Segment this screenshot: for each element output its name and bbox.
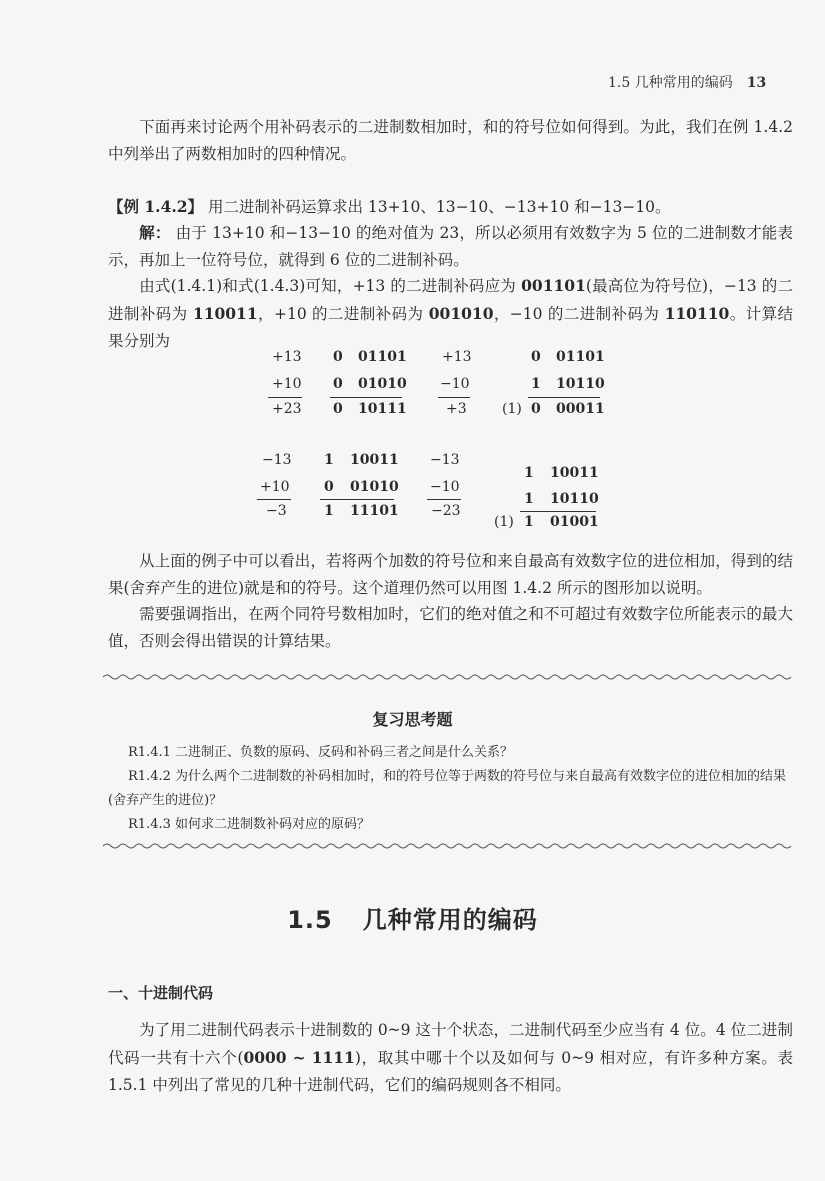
code-m13: 110011 [192,304,258,323]
section-title: 几种常用的编码 [362,906,538,934]
g2-binary-2: 10110 [556,376,605,392]
g3-sign-1: 1 [324,452,334,468]
q3-text: R1.4.3 如何求二进制数补码对应的原码？ [128,817,370,832]
g4-binary-2: 10110 [550,491,599,507]
g2-decimal-line [438,397,470,398]
g2-binary-1: 01101 [556,349,605,365]
conclusion-1-text: 从上面的例子中可以看出，若将两个加数的符号位和来自最高有效数字位的进位相加，得到的结果(舍弃产生的进位)就是和的符号。这个道理仍然可以用图 1.4.2 所示的图形加以说明。 [108,552,793,597]
dc-range: 0000 ~ 1111 [243,1048,355,1067]
review-question-3 [108,813,793,837]
g3-sign-2: 0 [324,479,334,495]
g1-binary-line [330,397,402,398]
wavy-divider-top [103,673,793,681]
g4-sign-2: 1 [524,491,534,507]
p2-e: 。计算结果分别为 [108,305,793,350]
g3-binary-1: 10011 [350,452,399,468]
g2-binary-result: 00011 [556,401,605,417]
p2-b: (最高位为符号位)，−13 的二进制补码为 [108,277,793,323]
conclusion-2-text: 需要强调指出，在两个同符号数相加时，它们的绝对值之和不可超过有效数字位所能表示的最大值，否则会得出错误的计算结果。 [108,605,793,650]
g2-carry: (1) [502,401,522,417]
g1-decimal-result: +23 [272,401,302,417]
g1-decimal-1: +13 [272,349,302,365]
g4-sign-result: 1 [524,514,534,530]
review-question-2 [108,765,793,813]
p2-d: ，−10 的二进制补码为 [493,305,665,323]
g4-decimal-2: −10 [430,479,460,495]
dc-text-a: 为了用二进制代码表示十进制数的 0~9 这十个状态，二进制代码至少应当有 4 位。4 位二进制代码一共有十六个( [108,1021,793,1067]
g1-decimal-line [268,397,302,398]
g3-binary-result: 11101 [350,503,399,519]
g4-decimal-line [427,499,461,500]
solution-label: 解： [139,223,171,242]
decimal-code-paragraph [108,1017,793,1099]
g1-sign-2: 0 [333,376,343,392]
g3-decimal-2: +10 [260,479,290,495]
g4-sign-1: 1 [524,465,534,481]
code-p10: 001010 [428,304,494,323]
q2-text: R1.4.2 为什么两个二进制数的补码相加时，和的符号位等于两数的符号位与来自最高有效数字位的进位相加的结果(舍弃产生的进位)？ [108,769,786,808]
p2-c: ，+10 的二进制补码为 [257,305,429,323]
dc-text-b: )，取其中哪十个以及如何与 0~9 相对应，有许多种方案。表 1.5.1 中列出了常见的几种十进制代码，它们的编码规则各不相同。 [108,1049,793,1094]
solution-text: 由于 13+10 和−13−10 的绝对值为 23，所以必须用有效数字为 5 位的二进制数才能表示，再加上一位符号位，就得到 6 位的二进制补码。 [108,224,793,269]
g3-decimal-line [257,499,291,500]
section-heading [0,900,825,935]
g1-sign-1: 0 [333,349,343,365]
g4-carry: (1) [494,514,514,530]
g3-sign-result: 1 [324,503,334,519]
conclusion-paragraph-2 [108,601,793,655]
g2-decimal-result: +3 [446,401,467,417]
g3-decimal-result: −3 [266,503,287,519]
g4-binary-result: 01001 [550,514,599,530]
conclusion-paragraph-1 [108,548,793,602]
g3-binary-2: 01010 [350,479,399,495]
g1-binary-2: 01010 [358,376,407,392]
review-title: 复习思考题 [372,710,453,729]
g4-binary-line [520,511,596,512]
g4-decimal-1: −13 [430,452,460,468]
subsection-heading: 一、十进制代码 [108,984,214,1002]
g3-binary-line [320,499,394,500]
example-text: 用二进制补码运算求出 13+10、13−10、−13+10 和−13−10。 [207,198,671,216]
g4-binary-1: 10011 [550,465,599,481]
g1-binary-result: 10111 [358,401,407,417]
wavy-divider-bottom [103,842,793,850]
code-m10: 110110 [664,304,730,323]
g2-decimal-2: −10 [440,376,470,392]
g1-decimal-2: +10 [272,376,302,392]
g4-decimal-result: −23 [431,503,461,519]
g2-sign-2: 1 [531,376,541,392]
q1-text: R1.4.1 二进制正、负数的原码、反码和补码三者之间是什么关系？ [128,745,513,760]
code-p13: 001101 [521,276,586,295]
g2-binary-line [528,397,600,398]
example-label: 【例 1.4.2】 [108,197,204,216]
g3-decimal-1: −13 [262,452,292,468]
review-question-1 [108,741,793,765]
g2-decimal-1: +13 [442,349,472,365]
g1-sign-result: 0 [333,401,343,417]
intro-text: 下面再来讨论两个用补码表示的二进制数相加时，和的符号位如何得到。为此，我们在例 1.4.2 中列举出了两数相加时的四种情况。 [108,118,793,163]
g2-sign-1: 0 [531,349,541,365]
calculation-block [0,0,825,540]
g2-sign-result: 0 [531,401,541,417]
section-number: 1.5 [287,906,333,934]
page-number: 13 [746,75,767,91]
p2-a: 由式(1.4.1)和式(1.4.3)可知，+13 的二进制补码应为 [139,277,522,295]
g1-binary-1: 01101 [358,349,407,365]
header-section: 1.5 几种常用的编码 [608,75,733,91]
